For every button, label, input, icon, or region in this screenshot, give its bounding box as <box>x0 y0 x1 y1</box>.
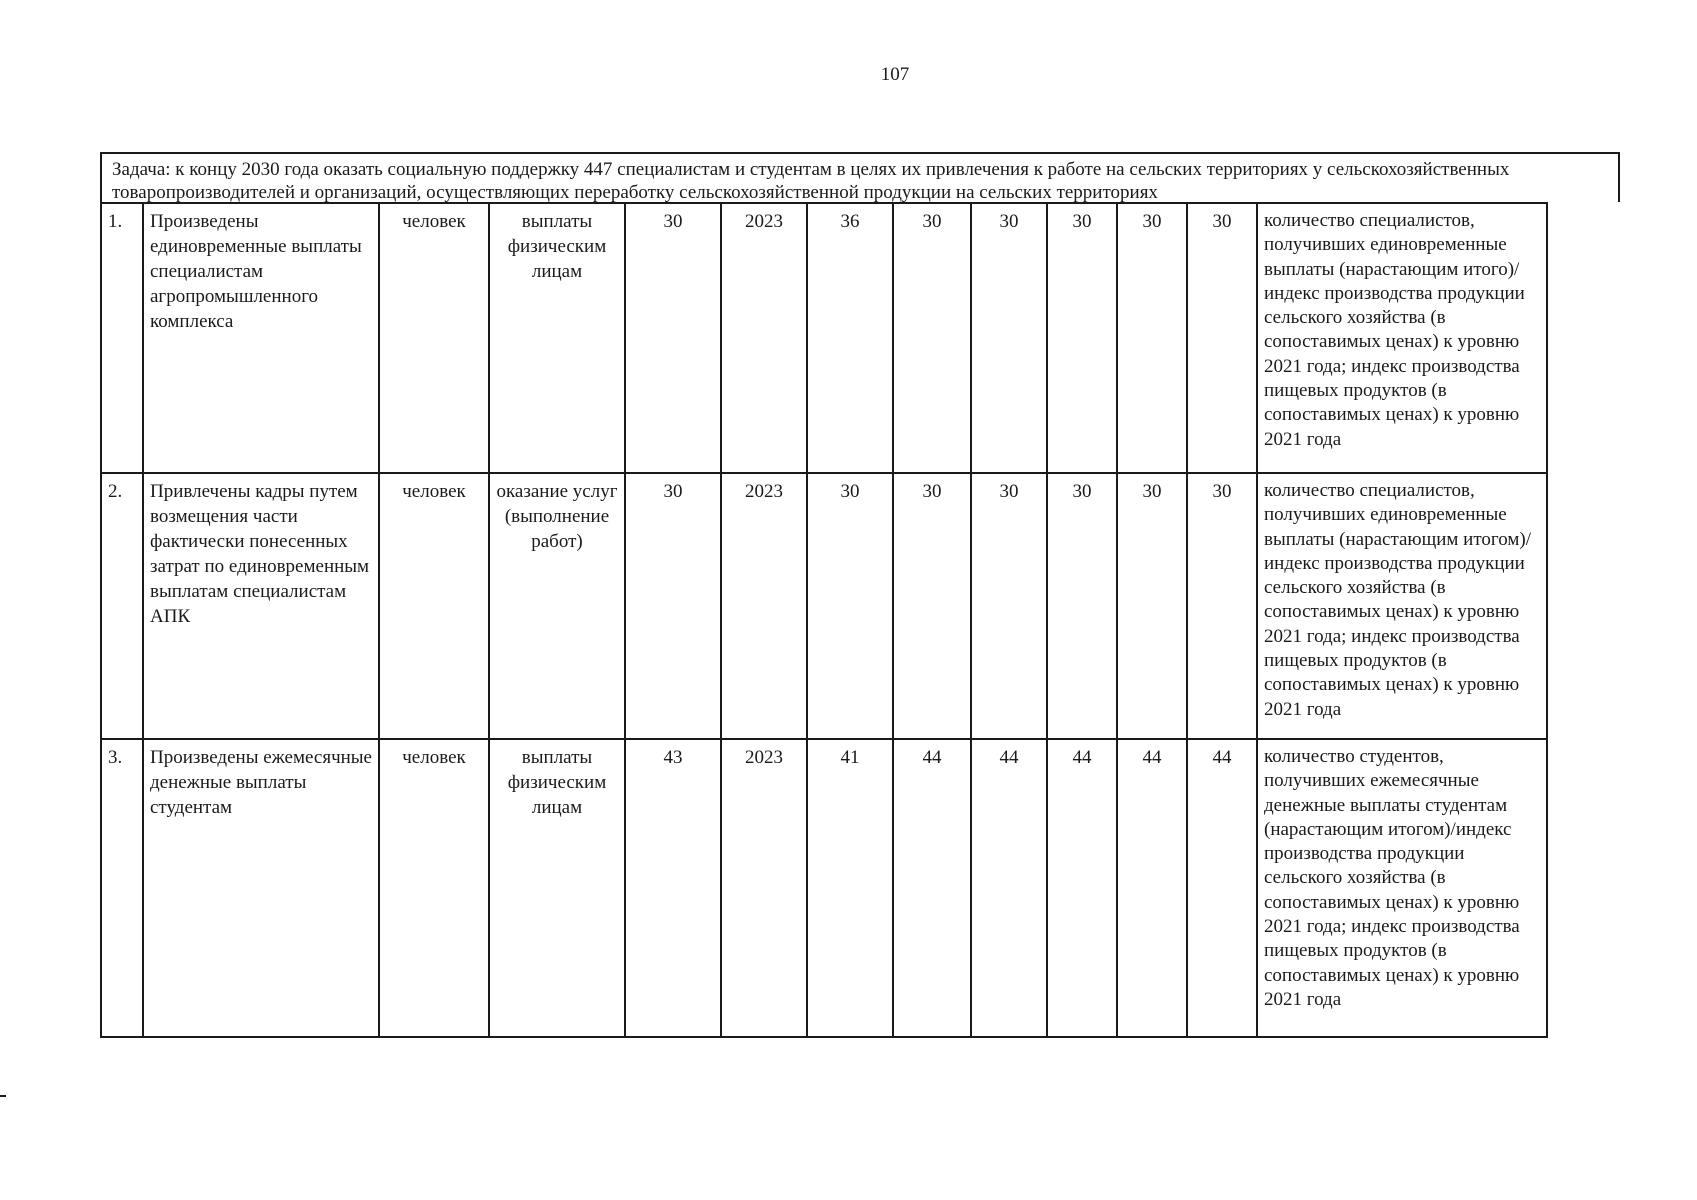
value-cell: 30 <box>893 473 971 739</box>
value-cell: 30 <box>971 473 1047 739</box>
value-cell: 44 <box>893 739 971 1037</box>
value-cell: 30 <box>1117 473 1187 739</box>
unit-cell: человек <box>379 739 489 1037</box>
type-cell: выплаты физическим лицам <box>489 739 625 1037</box>
results-table <box>100 202 1548 1038</box>
unit-cell: человек <box>379 203 489 473</box>
value-cell: 30 <box>1047 203 1117 473</box>
value-cell: 44 <box>1117 739 1187 1037</box>
value-cell: 44 <box>1187 739 1257 1037</box>
value-cell: 30 <box>1047 473 1117 739</box>
type-cell: оказание услуг (выполнение работ) <box>489 473 625 739</box>
value-cell: 44 <box>1047 739 1117 1037</box>
base-year-cell: 2023 <box>721 203 807 473</box>
value-cell: 44 <box>971 739 1047 1037</box>
result-name: Произведены единовременные выплаты специалистам агропромышленного комплекса <box>143 203 379 473</box>
base-year-cell: 2023 <box>721 473 807 739</box>
row-number: 1. <box>101 203 143 473</box>
row-number: 3. <box>101 739 143 1037</box>
table-row <box>101 473 1547 739</box>
value-cell: 36 <box>807 203 893 473</box>
indicator-cell: количество специалистов, получивших единовременные выплаты (нарастающим итого)/индекс производства продукции сельского хозяйства (в сопоставимых ценах) к уровню 2021 года; индекс производства пищевых продуктов (в сопоставимых ценах) к уровню 2021 года <box>1257 203 1547 473</box>
base-value-cell: 30 <box>625 473 721 739</box>
value-cell: 41 <box>807 739 893 1037</box>
value-cell: 30 <box>1187 473 1257 739</box>
value-cell: 30 <box>807 473 893 739</box>
value-cell: 30 <box>971 203 1047 473</box>
base-value-cell: 43 <box>625 739 721 1037</box>
margin-mark <box>0 1095 6 1097</box>
result-name: Произведены ежемесячные денежные выплаты студентам <box>143 739 379 1037</box>
table-row <box>101 739 1547 1037</box>
value-cell: 30 <box>893 203 971 473</box>
value-cell: 30 <box>1117 203 1187 473</box>
task-header: Задача: к концу 2030 года оказать социальную поддержку 447 специалистам и студентам в целях их привлечения к работе на сельских территориях у сельскохозяйственных товаропроизводителей и организаций, осуществляющих переработку сельскохозяйственной продукции на сельских территориях <box>100 152 1620 202</box>
type-cell: выплаты физическим лицам <box>489 203 625 473</box>
row-number: 2. <box>101 473 143 739</box>
page-number: 107 <box>880 64 910 85</box>
value-cell: 30 <box>1187 203 1257 473</box>
indicator-cell: количество специалистов, получивших единовременные выплаты (нарастающим итогом)/индекс производства продукции сельского хозяйства (в сопоставимых ценах) к уровню 2021 года; индекс производства пищевых продуктов (в сопоставимых ценах) к уровню 2021 года <box>1257 473 1547 739</box>
unit-cell: человек <box>379 473 489 739</box>
base-value-cell: 30 <box>625 203 721 473</box>
indicator-cell: количество студентов, получивших ежемесячные денежные выплаты студентам (нарастающим итогом)/индекс производства продукции сельского хозяйства (в сопоставимых ценах) к уровню 2021 года; индекс производства пищевых продуктов (в сопоставимых ценах) к уровню 2021 года <box>1257 739 1547 1037</box>
table-row <box>101 203 1547 473</box>
base-year-cell: 2023 <box>721 739 807 1037</box>
result-name: Привлечены кадры путем возмещения части фактически понесенных затрат по единовременным выплатам специалистам АПК <box>143 473 379 739</box>
